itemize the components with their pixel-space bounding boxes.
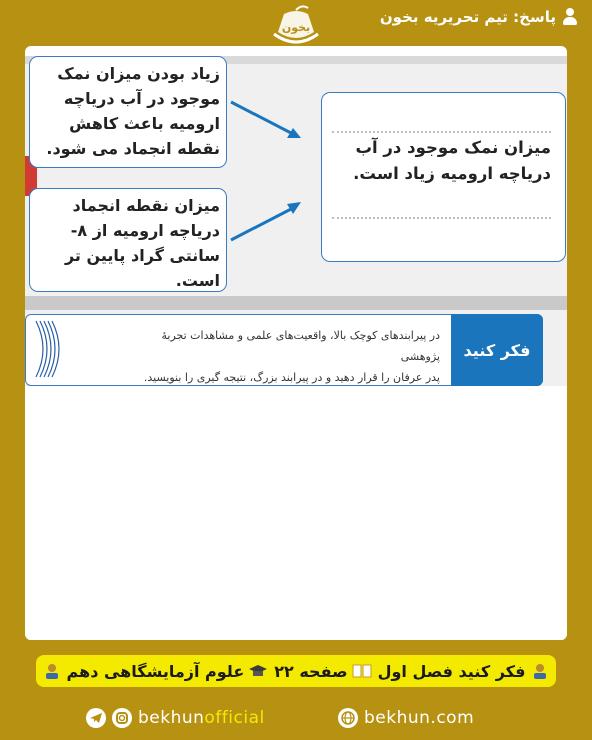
footer-title-bar [36, 655, 556, 687]
conclusion-box [321, 92, 566, 262]
instruction-line: پدر عرفان را قرار دهید و در پیرابند بزرگ، نتیجه گیری را بنویسید. [143, 371, 440, 384]
gray-band [25, 296, 567, 310]
arrow-icon [227, 196, 307, 246]
footer-title: فکر کنید فصل اول [377, 661, 526, 681]
instruction-line: در پیرابندهای کوچک بالا، واقعیت‌های علمی و مشاهدات تجربهٔ پژوهشی [161, 329, 440, 363]
fact-line: میزان نقطه انجماد [72, 196, 220, 215]
decorative-lines-icon [30, 319, 90, 379]
fact-line: نقطه انجماد می شود. [46, 139, 220, 158]
header [0, 0, 592, 36]
fact-line: دریاچه ارومیه از ۸- [70, 221, 220, 240]
fact-line: است. [175, 271, 220, 290]
arrow-icon [227, 96, 307, 146]
logo-text: بخون [281, 21, 311, 34]
footer-subject: علوم آزمایشگاهی دهم [66, 661, 245, 681]
conclusion-line: دریاچه ارومیه زیاد است. [353, 164, 551, 183]
bekhun-logo [268, 4, 324, 52]
think-instructions [140, 325, 440, 388]
fact-line: ارومیه باعث کاهش [69, 114, 220, 133]
think-panel [25, 314, 543, 386]
textbook-excerpt [25, 56, 567, 386]
fact-line: سانتی گراد پایین تر [64, 246, 220, 265]
telegram-icon[interactable] [86, 708, 106, 728]
website-text: bekhun.com [364, 708, 475, 728]
background-pattern [25, 386, 567, 640]
teacher-icon [43, 663, 61, 679]
graduation-cap-icon [250, 663, 268, 679]
fact-line: موجود در آب دریاچه [63, 89, 220, 108]
instagram-icon[interactable] [112, 708, 132, 728]
website-link[interactable] [338, 708, 474, 728]
dotted-line [332, 217, 551, 219]
fact-line: زیاد بودن میزان نمک [57, 64, 220, 83]
conclusion-line: میزان نمک موجود در آب [355, 138, 551, 157]
think-label: فکر کنید [451, 314, 543, 386]
content-card [25, 46, 567, 640]
answer-label-text: پاسخ: تیم تحریریه بخون [379, 8, 556, 26]
footer-page: صفحه ۲۲ [274, 661, 348, 681]
dotted-line [332, 131, 551, 133]
handle-prefix: bekhun [138, 708, 205, 728]
social-handle[interactable] [86, 708, 265, 728]
fact-box-1 [29, 56, 227, 168]
teacher-icon [531, 663, 549, 679]
user-icon [562, 8, 578, 26]
fact-box-2 [29, 188, 227, 292]
globe-icon [338, 708, 358, 728]
handle-suffix: official [204, 708, 265, 728]
answer-label [380, 8, 578, 26]
book-icon [354, 663, 372, 679]
